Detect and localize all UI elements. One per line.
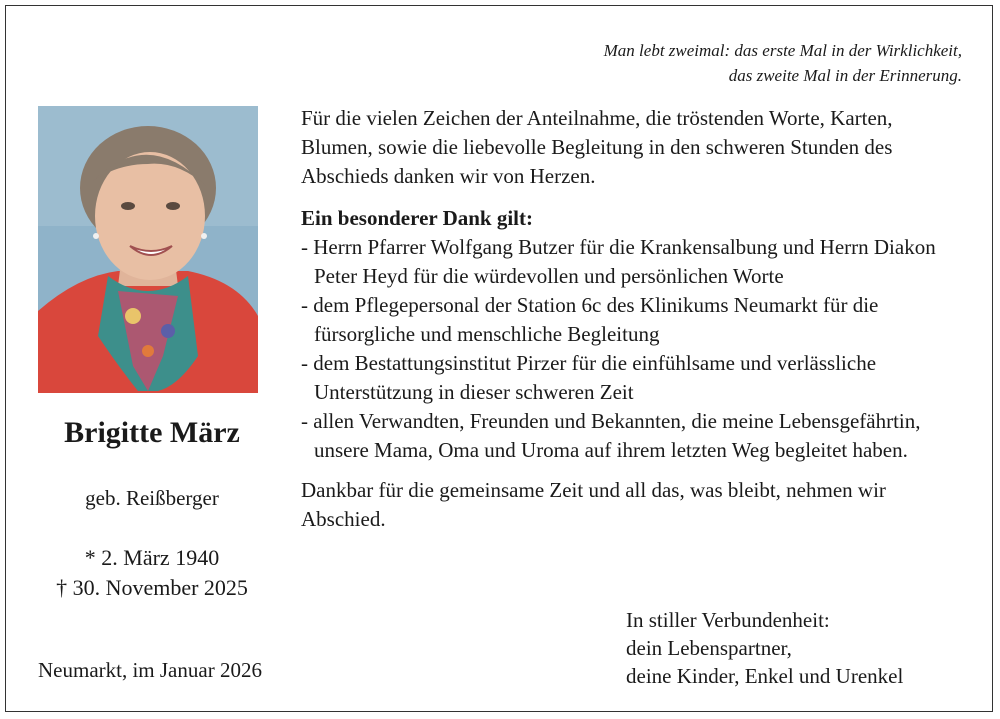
life-dates (34, 543, 270, 603)
thanks-item: - dem Bestattungsinstitut Pirzer für die einfühlsame und verlässliche Unterstützung in dieser schweren Zeit (301, 351, 877, 404)
thanks-heading: Ein besonderer Dank gilt: (301, 206, 534, 230)
signature-line-1: In stiller Verbundenheit: (626, 608, 830, 632)
birth-name: geb. Reißberger (85, 486, 219, 510)
intro-paragraph: Für die vielen Zeichen der Anteilnahme, die tröstenden Worte, Karten, Blumen, sowie die liebevolle Begleitung in den schweren Stunden des Abschieds danken wir von Herzen. (301, 106, 893, 188)
portrait-illustration (38, 106, 258, 393)
thanks-text (301, 104, 961, 534)
signature-block (626, 606, 903, 690)
thanks-item: - allen Verwandten, Freunden und Bekannten, die meine Lebensgefährtin, unsere Mama, Oma und Uroma auf ihrem letzten Weg begleitet haben. (301, 409, 921, 462)
closing-paragraph: Dankbar für die gemeinsame Zeit und all das, was bleibt, nehmen wir Abschied. (301, 478, 886, 531)
portrait-photo (38, 106, 258, 393)
death-date: † 30. November 2025 (56, 575, 248, 600)
motto-line-1: Man lebt zweimal: das erste Mal in der Wirklichkeit, (603, 41, 962, 60)
motto-quote (604, 38, 962, 88)
motto-line-2: das zweite Mal in der Erinnerung. (728, 66, 962, 85)
birth-date: * 2. März 1940 (84, 545, 220, 570)
deceased-name: Brigitte März (64, 416, 240, 449)
obituary-card (5, 5, 993, 712)
thanks-item: - Herrn Pfarrer Wolfgang Butzer für die Krankensalbung und Herrn Diakon Peter Heyd für die würdevollen und persönlichen Worte (301, 235, 936, 288)
signature-line-2: dein Lebenspartner, (626, 636, 792, 660)
place-and-date: Neumarkt, im Januar 2026 (38, 658, 262, 682)
thanks-item: - dem Pflegepersonal der Station 6c des Klinikums Neumarkt für die fürsorgliche und menschliche Begleitung (301, 293, 879, 346)
signature-line-3: deine Kinder, Enkel und Urenkel (626, 664, 904, 688)
